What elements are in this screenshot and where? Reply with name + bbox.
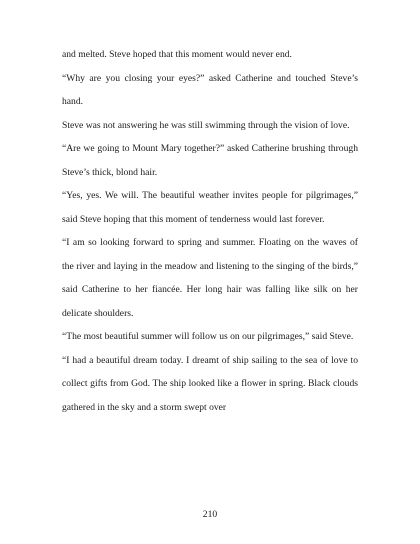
paragraph: “Why are you closing your eyes?” asked Catherine and touched Steve’s hand.: [62, 72, 358, 107]
paragraph: and melted. Steve hoped that this moment would never end.: [62, 49, 292, 60]
page-number: 210: [202, 509, 218, 520]
paragraph: “The most beautiful summer will follow us on our pilgrimages,” said Steve.: [62, 331, 354, 342]
paragraph: “I am so looking forward to spring and summer. Floating on the waves of the river and laying in the meadow and listening to the singing of the birds,” said Catherine to her fiancée. Her long hair was falling like silk on her delicate shoulders.: [62, 237, 358, 319]
body-text: [62, 43, 358, 419]
paragraph: “Yes, yes. We will. The beautiful weather invites people for pilgrimages,” said Steve hoping that this moment of tenderness would last forever.: [62, 190, 358, 225]
paragraph: “I had a beautiful dream today. I dreamt of ship sailing to the sea of love to collect gifts from God. The ship looked like a flower in spring. Black clouds gathered in the sky and a storm swept over: [62, 354, 358, 413]
paragraph: “Are we going to Mount Mary together?” asked Catherine brushing through Steve’s thick, blond hair.: [62, 143, 358, 178]
paragraph: Steve was not answering he was still swimming through the vision of love.: [62, 119, 350, 131]
